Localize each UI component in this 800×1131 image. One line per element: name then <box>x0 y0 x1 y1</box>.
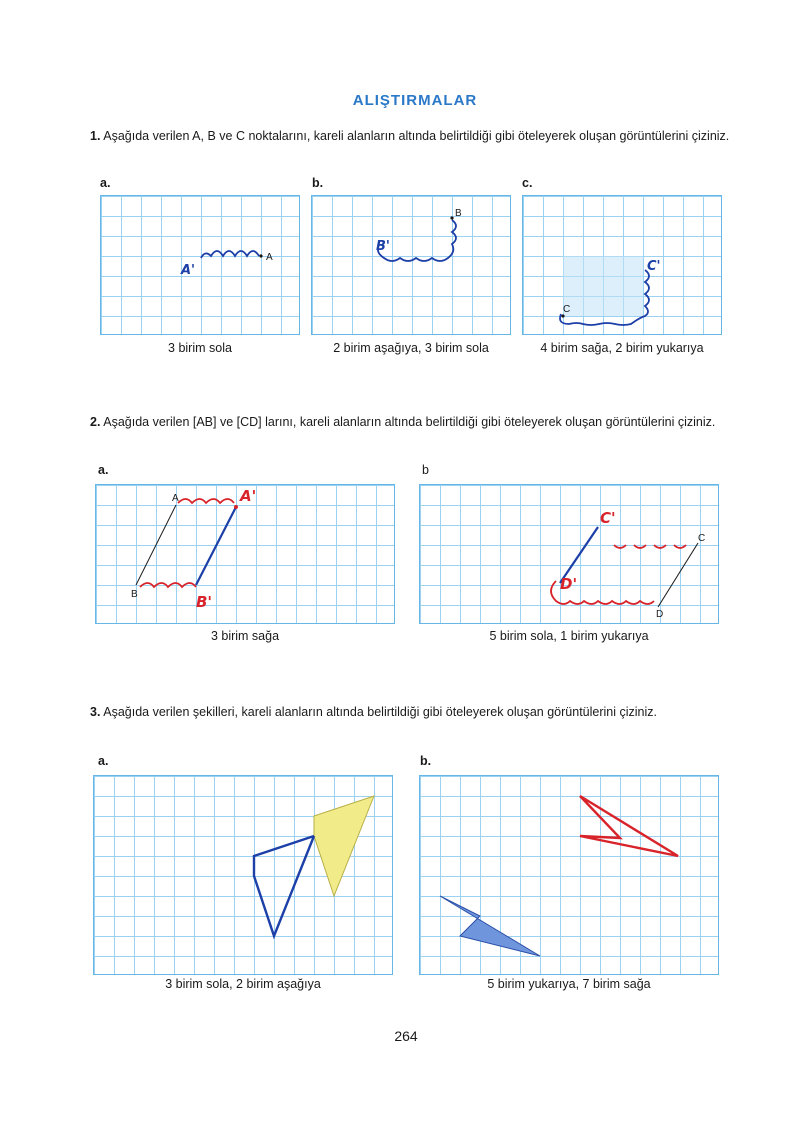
q2b-caption: 5 birim sola, 1 birim yukarıya <box>489 629 649 643</box>
q2b-point-c-prime-label: C' <box>600 509 616 527</box>
q3a-original-shape <box>314 796 374 896</box>
point-a-prime <box>234 505 238 509</box>
q3-part-b-label: b. <box>420 754 432 768</box>
question-2-text: Aşağıda verilen [AB] ve [CD] larını, kareli alanların altında belirtildiği gibi öteleyerek oluşan görüntülerini çiziniz. <box>103 415 716 429</box>
q3a-caption: 3 birim sola, 2 birim aşağıya <box>165 977 321 991</box>
q2a-point-b-label: B <box>131 589 138 600</box>
point-a-prime-label: A' <box>181 263 196 278</box>
point-b-prime-label: B' <box>376 239 390 254</box>
q2a-point-a-label: A <box>172 493 179 504</box>
question-1 <box>90 126 730 147</box>
q1b-grid <box>311 195 511 335</box>
q2-part-a-label: a. <box>98 463 109 477</box>
q2b-point-c-label: C <box>698 533 706 544</box>
q2a-drawing <box>96 485 396 625</box>
q1b-drawing <box>312 196 512 336</box>
q1-part-c-label: c. <box>522 176 533 190</box>
q3a-grid <box>93 775 393 975</box>
q1c-caption: 4 birim sağa, 2 birim yukarıya <box>540 341 704 355</box>
point-c-label: C <box>563 304 571 315</box>
q1b-caption: 2 birim aşağıya, 3 birim sola <box>333 341 489 355</box>
q1a-drawing <box>101 196 301 336</box>
q3a-drawing <box>94 776 394 976</box>
point-a-label: A <box>266 252 273 263</box>
q2a-caption: 3 birim sağa <box>210 629 280 643</box>
point-c-prime-label: C' <box>647 259 661 274</box>
q3b-grid <box>419 775 719 975</box>
q3-part-a-label: a. <box>98 754 109 768</box>
q3b-original-shape <box>440 896 540 956</box>
q3b-caption: 5 birim yukarıya, 7 birim sağa <box>487 977 651 991</box>
q2b-point-d-prime-label: D' <box>560 575 578 593</box>
segment-ab <box>136 505 176 585</box>
q2a-point-a-prime-label: A' <box>240 487 257 505</box>
page-number: 264 <box>394 1028 418 1044</box>
segment-cd <box>658 543 698 607</box>
q2b-grid <box>419 484 719 624</box>
question-3-text: Aşağıda verilen şekilleri, kareli alanların altında belirtildiği gibi öteleyerek oluşan görüntülerini çiziniz. <box>103 705 657 719</box>
q3b-translated-shape <box>580 796 678 856</box>
question-3-number: 3. <box>90 705 101 719</box>
q1a-translation-path <box>201 251 259 258</box>
q1c-grid <box>522 195 722 335</box>
q2-part-b-label: b <box>422 463 429 477</box>
q1-part-b-label: b. <box>312 176 324 190</box>
q1c-shaded-region <box>563 256 643 316</box>
question-2-number: 2. <box>90 415 101 429</box>
q2a-translation-path-b <box>140 583 196 587</box>
q1a-caption: 3 birim sola <box>168 341 232 355</box>
q3b-drawing <box>420 776 720 976</box>
page-title: ALIŞTIRMALAR <box>352 92 478 109</box>
point-a <box>259 254 262 257</box>
point-b-label: B <box>455 208 462 219</box>
question-3 <box>90 702 730 723</box>
point-b <box>450 216 453 219</box>
q2a-grid <box>95 484 395 624</box>
q2b-translation-path-c <box>614 545 686 548</box>
question-2 <box>90 412 730 433</box>
q1-part-a-label: a. <box>100 176 111 190</box>
question-1-number: 1. <box>90 129 101 143</box>
q2a-translation-path-a <box>178 499 234 503</box>
q1a-grid <box>100 195 300 335</box>
q2a-point-b-prime-label: B' <box>196 593 213 611</box>
q2b-drawing <box>420 485 720 625</box>
question-1-text: Aşağıda verilen A, B ve C noktalarını, kareli alanların altında belirtildiği gibi öteleyerek oluşan görüntülerini çiziniz. <box>103 129 730 143</box>
q2b-point-d-label: D <box>656 609 664 620</box>
q1c-drawing <box>523 196 723 336</box>
q3a-translated-shape <box>254 836 314 936</box>
segment-a-prime-b-prime <box>196 507 236 585</box>
